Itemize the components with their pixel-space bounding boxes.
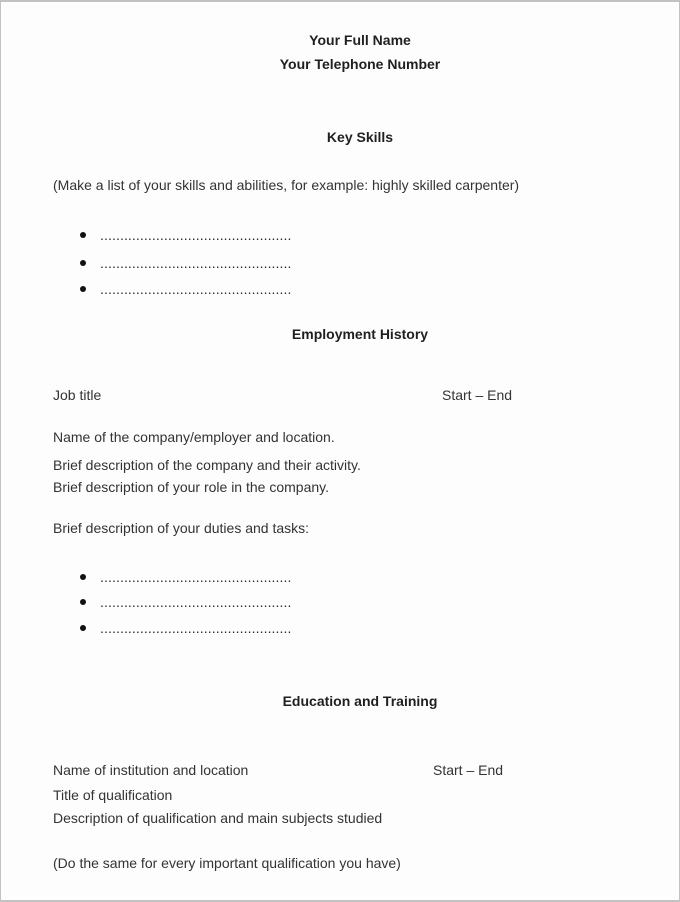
job-title-label: Job title [53,387,102,403]
employment-history-heading: Employment History [291,326,429,342]
institution-label: Name of institution and location [53,762,249,778]
key-skills-list-item [53,279,667,299]
dotted-fill-line: ................................................ [100,594,292,610]
company-role-line: Brief description of your role in the company. [53,479,329,495]
company-name-line: Name of the company/employer and location. [53,429,335,445]
company-activity-line: Brief description of the company and their activity. [53,457,361,473]
employment-dates-label: Start – End [442,387,513,403]
key-skills-list-item [53,253,667,273]
key-skills-heading: Key Skills [326,129,394,145]
bullet-icon [80,625,86,631]
key-skills-note: (Make a list of your skills and abilities, for example: highly skilled carpenter) [53,177,520,193]
job-title-row [53,385,667,405]
dotted-fill-line: ................................................ [100,569,292,585]
bullet-icon [80,260,86,266]
dotted-fill-line: ................................................ [100,227,292,243]
duties-label: Brief description of your duties and tasks: [53,520,310,536]
duties-list-item [53,592,667,612]
full-name-heading: Your Full Name [309,32,411,48]
institution-row [53,760,667,780]
telephone-heading: Your Telephone Number [279,56,441,72]
bullet-icon [80,574,86,580]
bullet-icon [80,232,86,238]
education-heading: Education and Training [282,693,438,709]
duties-list-item [53,567,667,587]
bullet-icon [80,599,86,605]
dotted-fill-line: ................................................ [100,281,292,297]
dotted-fill-line: ................................................ [100,255,292,271]
bullet-icon [80,286,86,292]
education-dates-label: Start – End [433,762,504,778]
dotted-fill-line: ................................................ [100,620,292,636]
education-note: (Do the same for every important qualification you have) [53,855,401,871]
key-skills-list-item [53,225,667,245]
qualification-title-line: Title of qualification [53,787,173,803]
qualification-description-line: Description of qualification and main subjects studied [53,810,383,826]
duties-list-item [53,618,667,638]
